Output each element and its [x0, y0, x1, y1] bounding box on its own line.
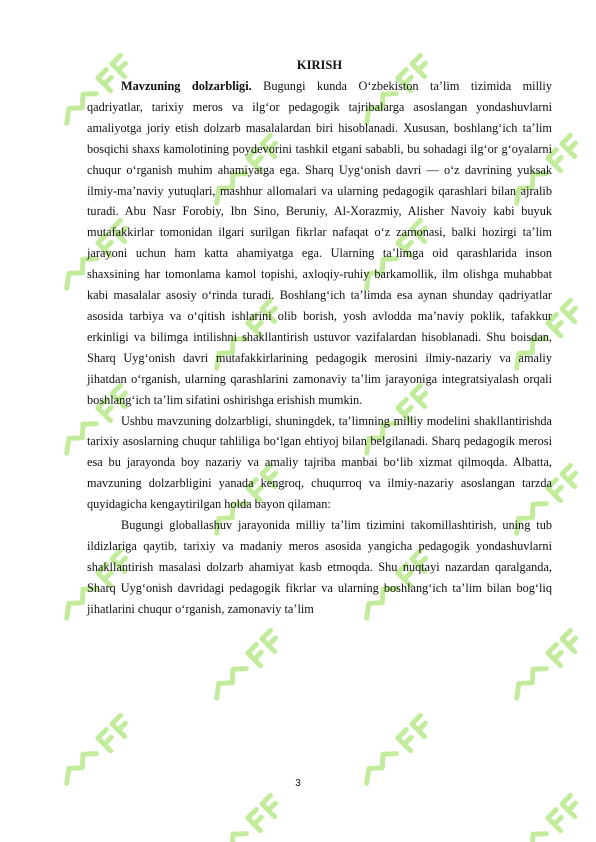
watermark-mark — [510, 630, 584, 704]
document-page — [87, 56, 552, 620]
section-title: KIRISH — [296, 58, 343, 72]
paragraph-lead: Mavzuning dolzarbligi. — [121, 79, 252, 93]
watermark-mark — [210, 630, 284, 704]
paragraph-text: Ushbu mavzuning dolzarbligi, shuningdek, ta’limning milliy modelini shakllantirishda tarixiy asoslarning chuqur tahliliga bo‘lgan ehtiyoj bilan belgilanadi. Sharq pedagogik merosi esa bu jarayonda boy nazariy va amaliy tajriba manbai bo‘lib xizmat qilmoqda. Albatta, mavzuning dolzarbligini yanada kengroq, chuqurroq va ilmiy-nazariy asoslangan tarzda quyidagicha kengaytirilgan holda bayon qilaman: — [87, 413, 552, 512]
paragraph-text: Bugungi globallashuv jarayonida milliy ta’lim tizimini takomillashtirish, uning tub ildizlariga qaytib, tarixiy va madaniy meros asosida yangicha pedagogik yondashuvlarni shakllantirish masalasi dolzarb ahamiyat kasb etmoqda. Shu nuqtayi nazardan qaralganda, Sharq Uyg‘onish davridagi pedagogik fikrlar va ularning boshlang‘ich ta’lim bilan bog‘liq jihatlarini chuqur o‘rganish, zamonaviy ta’lim — [87, 518, 552, 616]
watermark-mark — [510, 795, 584, 842]
paragraph-relevance — [87, 76, 552, 411]
paragraph-national-model — [87, 411, 552, 516]
paragraph-globalization — [87, 515, 552, 620]
page-number: 3 — [295, 778, 301, 789]
watermark-mark — [210, 795, 284, 842]
paragraph-text: Bugungi kunda O‘zbekiston ta’lim tizimida milliy qadriyatlar, tarixiy meros va ilg‘or pedagogik tajribalarga asoslangan yondashuvlarni amaliyotga joriy etish dolzarb masalalardan biri hisoblanadi. Xususan, boshlang‘ich ta’lim bosqichi shaxs kamolotining poydevorini tashkil etgani sababli, bu sohadagi ilg‘or g‘oyalarni chuqur o‘rganish muhim ahamiyatga ega. Sharq Uyg‘onish davri — o‘z davrining yuksak ilmiy-ma’naviy yutuqlari, mashhur allomalari va ularning pedagogik qarashlari bilan ajralib turadi. Abu Nasr Forobiy, Ibn Sino, Beruniy, Al-Xorazmiy, Alisher Navoiy kabi buyuk mutafakkirlar tomonidan ilgari surilgan fikrlar nafaqat o‘z zamonasi, balki hozirgi ta’lim jarayoni uchun ham katta ahamiyatga ega. Ularning ta’limga oid qarashlarida inson shaxsining har tomonlama kamol topishi, axloqiy-ruhiy barkamollik, ilm olishga muhabbat kabi masalalar asosiy o‘rinda turadi. Boshlang‘ich ta’limda esa aynan shunday qadriyatlar asosida tarbiya va o‘qitish ishlarini olib borish, yosh avlodda ma’naviy poklik, tafakkur erkinligi va bilimga intilishni shakllantirish ustuvor vazifalardan hisoblanadi. Shu boisdan, Sharq Uyg‘onish davri mutafakkirlarining pedagogik merosini ilmiy-nazariy va amaliy jihatdan o‘rganish, ularning qarashlarini zamonaviy ta’lim jarayoniga integratsiyalash orqali boshlang‘ich ta’lim sifatini oshirishga erishish mumkin. — [87, 79, 552, 407]
